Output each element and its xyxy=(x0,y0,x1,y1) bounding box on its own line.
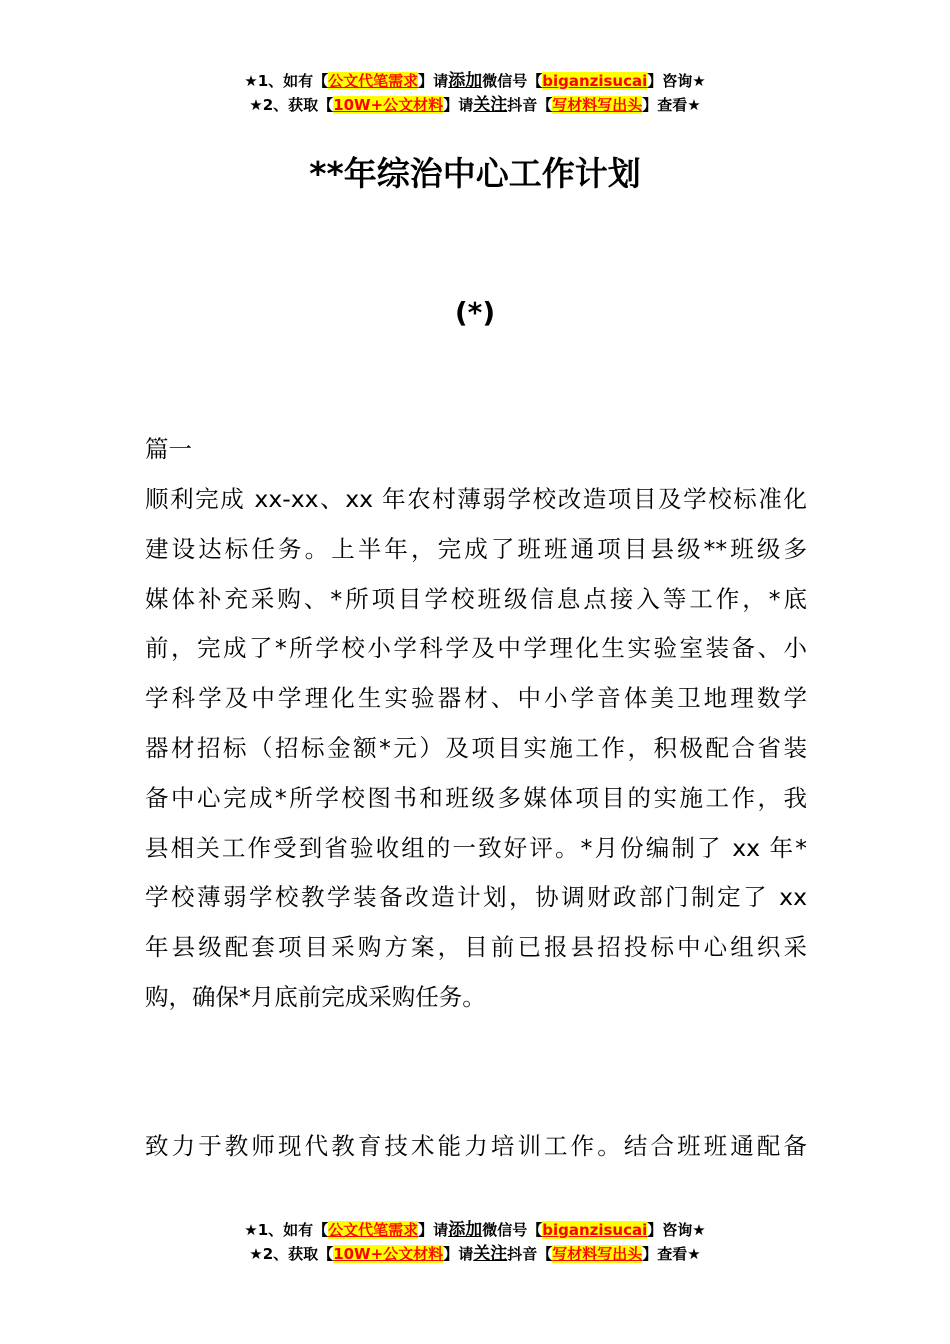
text: ★2、获取【 xyxy=(249,1245,334,1263)
highlight: 10W+公文材料 xyxy=(333,96,444,114)
highlight: biganzisucai xyxy=(542,72,648,90)
text: 抖音【 xyxy=(507,1245,553,1263)
highlight: 写材料写出头 xyxy=(552,96,643,114)
text-line: 县相关工作受到省验收组的一致好评。*月份编制了 xx 年* xyxy=(145,833,807,862)
text: ★2、获取【 xyxy=(249,96,334,114)
text-line: 前，完成了*所学校小学科学及中学理化生实验室装备、小 xyxy=(145,634,807,663)
paragraph-1 xyxy=(145,475,807,1023)
text: 】查看★ xyxy=(642,96,701,114)
text: 】请 xyxy=(418,72,449,90)
text: 添加 xyxy=(448,1220,483,1240)
promo-banner-bottom xyxy=(0,1218,950,1266)
highlight: 公文代笔需求 xyxy=(328,1221,419,1239)
highlight: 10W+公文材料 xyxy=(333,1245,444,1263)
text-line: 顺利完成 xx-xx、xx 年农村薄弱学校改造项目及学校标准化 xyxy=(145,485,807,513)
text: 】查看★ xyxy=(642,1245,701,1263)
text: 抖音【 xyxy=(507,96,553,114)
text: 】请 xyxy=(443,96,474,114)
promo-line-1 xyxy=(0,1218,950,1242)
text-line: 学校薄弱学校教学装备改造计划，协调财政部门制定了 xx xyxy=(145,883,807,912)
promo-line-1 xyxy=(0,69,950,93)
text: 关注 xyxy=(473,95,508,115)
text-line: 学科学及中学理化生实验器材、中小学音体美卫地理数学 xyxy=(145,684,807,713)
text: 微信号【 xyxy=(482,72,543,90)
text-line: 致力于教师现代教育技术能力培训工作。结合班班通配备 xyxy=(145,1132,807,1160)
paragraph-2 xyxy=(145,1122,807,1172)
text-line: 建设达标任务。上半年，完成了班班通项目县级**班级多 xyxy=(145,534,807,563)
text-line: 年县级配套项目采购方案，目前已报县招投标中心组织采 xyxy=(145,933,807,962)
highlight: 写材料写出头 xyxy=(552,1245,643,1263)
promo-line-2 xyxy=(0,93,950,117)
text-line: 备中心完成*所学校图书和班级多媒体项目的实施工作，我 xyxy=(145,783,807,812)
text: 添加 xyxy=(448,71,483,91)
text: 微信号【 xyxy=(482,1221,543,1239)
text-line: 器材招标（招标金额*元）及项目实施工作，积极配合省装 xyxy=(145,733,807,762)
text: 】请 xyxy=(418,1221,449,1239)
text: 】咨询★ xyxy=(647,72,706,90)
promo-line-2 xyxy=(0,1242,950,1266)
text: 关注 xyxy=(473,1244,508,1264)
document-subtitle: (*) xyxy=(454,296,496,329)
text: 】咨询★ xyxy=(647,1221,706,1239)
text-line: 购，确保*月底前完成采购任务。 xyxy=(145,982,486,1011)
document-title: **年综治中心工作计划 xyxy=(309,154,641,193)
section-label: 篇一 xyxy=(145,435,192,463)
text: ★1、如有【 xyxy=(244,72,329,90)
promo-banner-top xyxy=(0,69,950,117)
text-line: 媒体补充采购、*所项目学校班级信息点接入等工作，*底 xyxy=(145,584,807,613)
text: 】请 xyxy=(443,1245,474,1263)
highlight: biganzisucai xyxy=(542,1221,648,1239)
highlight: 公文代笔需求 xyxy=(328,72,419,90)
text: ★1、如有【 xyxy=(244,1221,329,1239)
